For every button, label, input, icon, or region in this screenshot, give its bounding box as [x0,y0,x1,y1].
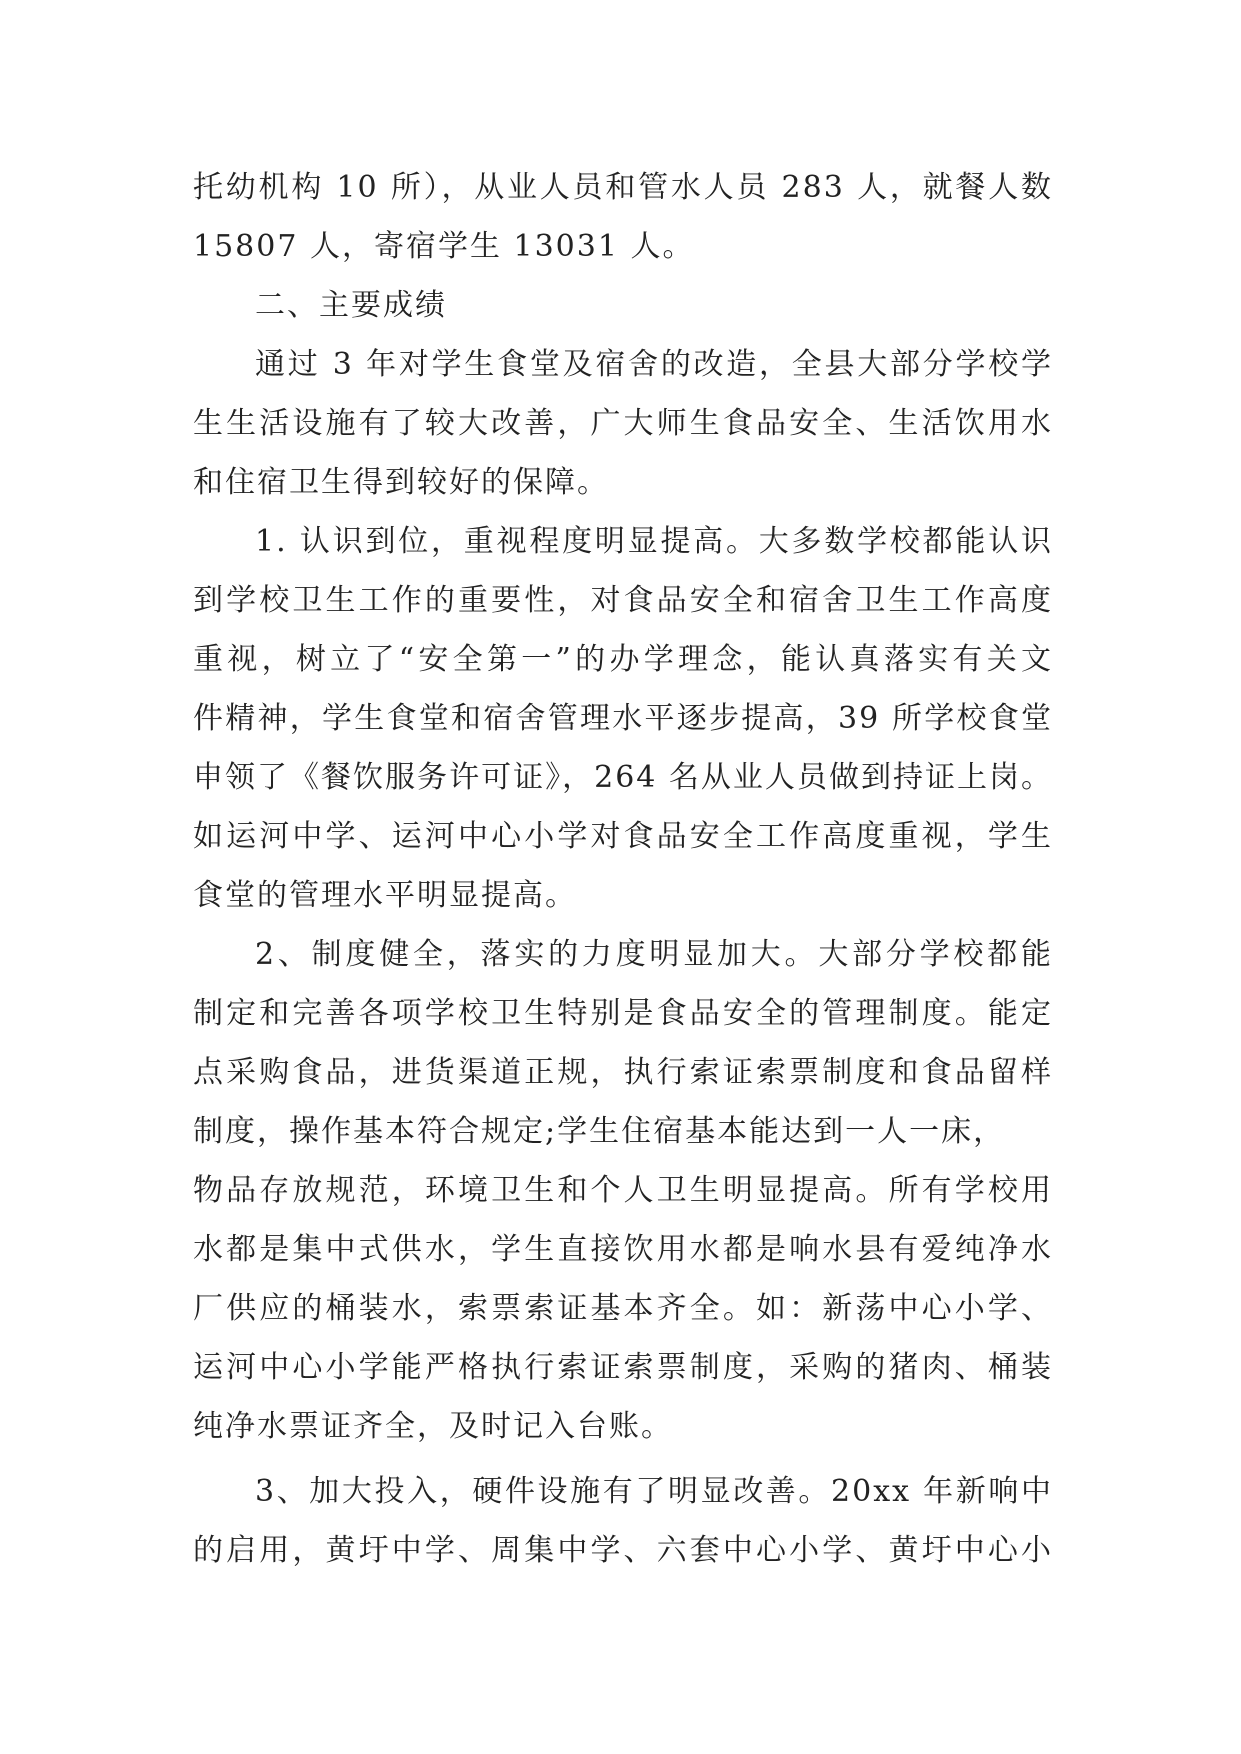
text-line: 托幼机构 10 所），从业人员和管水人员 283 人，就餐人数 [193,170,1053,205]
text-line: 物品存放规范，环境卫生和个人卫生明显提高。所有学校用 [193,1173,1053,1208]
text-line: 制度，操作基本符合规定;学生住宿基本能达到一人一床， [193,1114,1006,1149]
text-line: 到学校卫生工作的重要性，对食品安全和宿舍卫生工作高度 [193,583,1053,618]
text-line: 食堂的管理水平明显提高。 [193,878,577,913]
text-line: 通过 3 年对学生食堂及宿舍的改造，全县大部分学校学 [255,347,1053,382]
text-line: 3、加大投入，硬件设施有了明显改善。20xx 年新响中 [255,1474,1053,1509]
text-line: 生生活设施有了较大改善，广大师生食品安全、生活饮用水 [193,406,1053,441]
document-body [193,158,1053,1580]
text-line: 15807 人，寄宿学生 13031 人。 [193,229,695,264]
text-line: 制定和完善各项学校卫生特别是食品安全的管理制度。能定 [193,996,1053,1031]
section-heading: 二、主要成绩 [255,288,447,323]
text-line: 厂供应的桶装水，索票索证基本齐全。如：新荡中心小学、 [193,1291,1053,1326]
text-line: 2、制度健全，落实的力度明显加大。大部分学校都能 [255,937,1053,972]
text-line: 件精神，学生食堂和宿舍管理水平逐步提高，39 所学校食堂 [193,701,1053,736]
text-line: 运河中心小学能严格执行索证索票制度，采购的猪肉、桶装 [193,1350,1053,1385]
text-line: 1. 认识到位，重视程度明显提高。大多数学校都能认识 [255,524,1053,559]
text-line: 的启用，黄圩中学、周集中学、六套中心小学、黄圩中心小 [193,1533,1053,1568]
text-line: 如运河中学、运河中心小学对食品安全工作高度重视，学生 [193,819,1053,854]
text-line: 纯净水票证齐全，及时记入台账。 [193,1409,673,1444]
text-line: 和住宿卫生得到较好的保障。 [193,465,609,500]
text-line: 点采购食品，进货渠道正规，执行索证索票制度和食品留样 [193,1055,1053,1090]
text-line: 重视，树立了“安全第一”的办学理念，能认真落实有关文 [193,642,1053,677]
text-line: 申领了《餐饮服务许可证》，264 名从业人员做到持证上岗。 [193,760,1053,795]
text-line: 水都是集中式供水，学生直接饮用水都是响水县有爱纯净水 [193,1232,1053,1267]
